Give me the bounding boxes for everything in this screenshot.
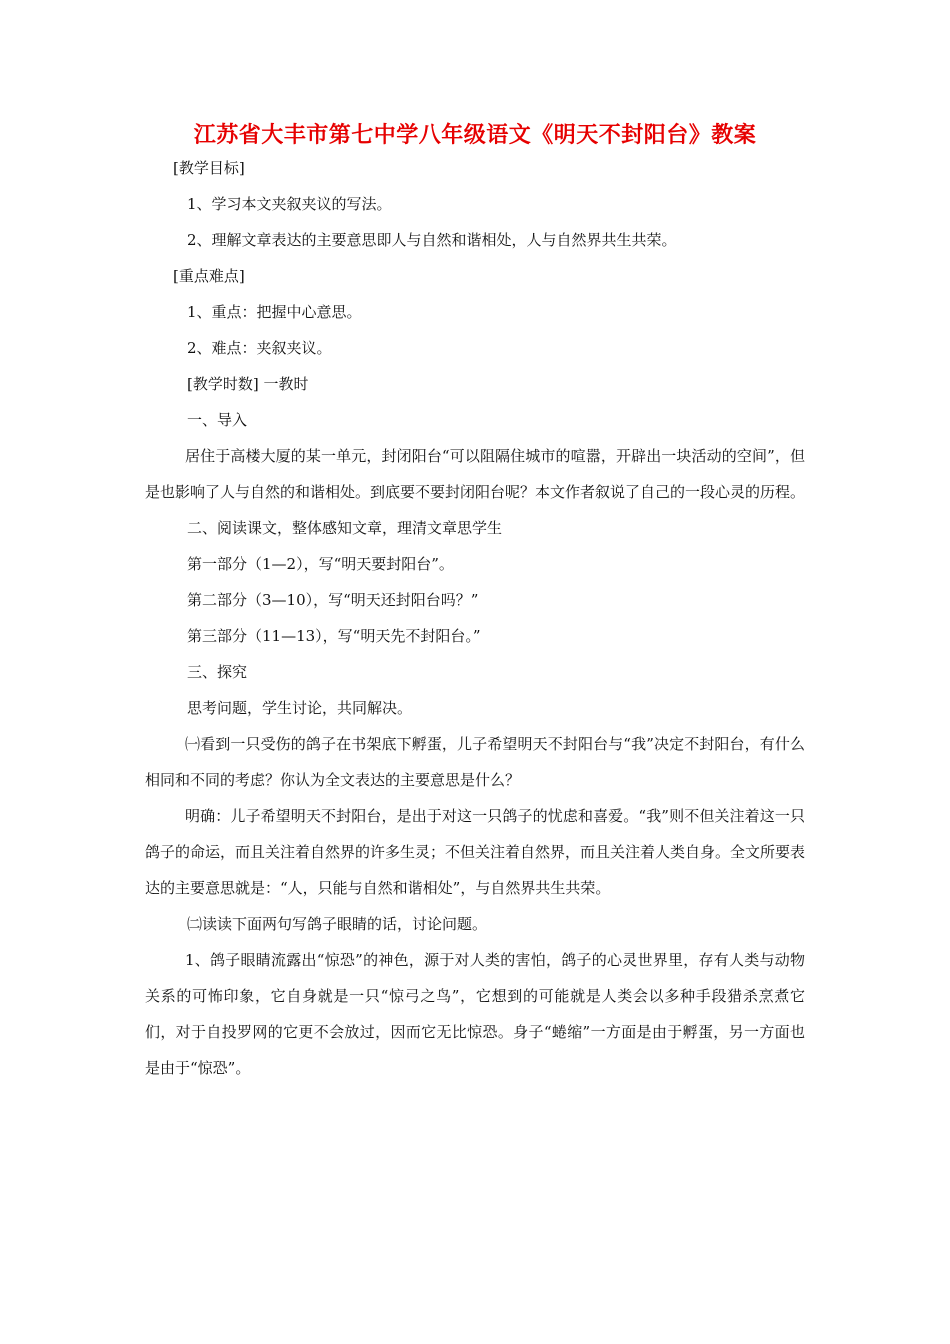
document-title: 江苏省大丰市第七中学八年级语文《明天不封阳台》教案 <box>193 123 757 148</box>
hours-line: [教学时数] 一教时 <box>187 375 309 393</box>
document-body <box>145 150 805 1086</box>
goal-item-1: 1、学习本文夹叙夹议的写法。 <box>187 195 392 213</box>
part-3: 第三部分（11—13），写“明天先不封阳台。” <box>187 627 481 645</box>
answer-2-item-1: 1、鸽子眼睛流露出“惊恐”的神色，源于对人类的害怕，鸽子的心灵世界里，存有人类与动物关系的可怖印象，它自身就是一只“惊弓之鸟”，它想到的可能就是人类会以多种手段猎杀烹煮它们，对于自投罗网的它更不会放过，因而它无比惊恐。身子“蜷缩”一方面是由于孵蛋，另一方面也是由于“惊恐”。 <box>145 951 805 1077</box>
goal-item-2: 2、理解文章表达的主要意思即人与自然和谐相处，人与自然界共生共荣。 <box>187 231 677 249</box>
key-item-1: 1、重点：把握中心意思。 <box>187 303 362 321</box>
explore-intro: 思考问题，学生讨论，共同解决。 <box>187 699 413 717</box>
intro-heading: 一、导入 <box>187 411 248 429</box>
answer-1: 明确：儿子希望明天不封阳台，是出于对这一只鸽子的忧虑和喜爱。“我”则不但关注着这一只鸽子的命运，而且关注着自然界的许多生灵；不但关注着自然界，而且关注着人类自身。全文所要表达的主要意思就是：“人，只能与自然和谐相处”，与自然界共生共荣。 <box>145 807 806 897</box>
question-2: ㈡读读下面两句写鸽子眼睛的话，讨论问题。 <box>187 915 488 933</box>
key-heading: [重点难点] <box>173 267 245 285</box>
intro-paragraph: 居住于高楼大厦的某一单元，封闭阳台“可以阻隔住城市的喧嚣，开辟出一块活动的空间”，但是也影响了人与自然的和谐相处。到底要不要封闭阳台呢？本文作者叙说了自己的一段心灵的历程。 <box>145 447 806 501</box>
key-item-2: 2、难点：夹叙夹议。 <box>187 339 332 357</box>
question-1: ㈠看到一只受伤的鸽子在书架底下孵蛋，儿子希望明天不封阳台与“我”决定不封阳台，有什么相同和不同的考虑？你认为全文表达的主要意思是什么？ <box>145 735 805 789</box>
explore-heading: 三、探究 <box>187 663 248 681</box>
part-2: 第二部分（3—10），写“明天还封阳台吗？” <box>187 591 479 609</box>
part-1: 第一部分（1—2），写“明天要封阳台”。 <box>187 555 454 573</box>
goal-heading: [教学目标] <box>173 159 245 177</box>
read-heading: 二、阅读课文，整体感知文章，理清文章思学生 <box>187 519 503 537</box>
